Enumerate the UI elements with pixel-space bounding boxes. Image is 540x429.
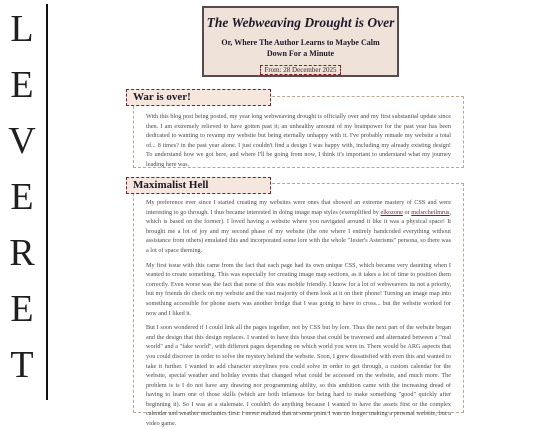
post-subtitle: Or, Where The Author Learns to Maybe Calm Down For a Minute xyxy=(221,38,380,58)
section-paragraph: But I soon wondered if I could link all the pages together, not by CSS but by lore. Thus the next part of the website began and the design that this design replaces. I wanted to have this house that could be traversed and alternated between a "real world" and a "fake world", with different pages depending on which world you were in. There would be ARG aspects that you could discover in order to solve the mystery behind the website. Soon, I grew dissatisfied with even this and wanted to take it further. I wanted to add character storylines you could solve in order to get through, a custom calendar for the website, special weather and holiday events that changed what could be accessed on the website, and much more. The problem is is I do not have any drawing nor programming ability, so this ambition came with the increasing dread of having to learn one of those skills (which are both infamous for being hard to make something "good" quickly after beginning it). So I was at a stalemate. I couldn't do anything because I wanted to have the assets first or the complex calendar and weather mechanics first. I never realized that at some point I was no longer making a personal website, but a video game. xyxy=(146,324,451,428)
section-heading: War is over! xyxy=(126,89,271,106)
title-letter: V xyxy=(8,120,36,162)
paragraph-text: , which is based on the former). I loved having a website where you navigated around it like it was a physical space! It brought me a lot of joy and my second phase of my website (the one where I entirely handcoded everything without assistance from others) emulated this and incorporated some lore with the whole "Jester's Asterisms" persona, so there was a lot of space theming. xyxy=(146,208,451,254)
vertical-title xyxy=(0,0,44,405)
title-letter: R xyxy=(9,232,35,274)
post-header-card xyxy=(202,6,399,77)
melsrcheilmrus-link[interactable]: melsrcheilmrus xyxy=(411,208,450,216)
section-paragraph: With this blog post being posted, my year long webweaving drought is officially over and my first substantial update since then. I am extremely relieved to have gotten past it; an unhealthy amount of my brainpower for the past year has been dedicated to wanting to revamp my website but being eternally unhappy with it. I've probably remade my website a total of... 8 times? in the past year alone. I just couldn't find a design I was happy with, including my already existing design! To understand how we got here, and where I'll be going from now, I think it's important to understand what my journey leading here was. xyxy=(146,113,451,168)
section-paragraph xyxy=(146,198,451,256)
section-war-is-over xyxy=(133,96,464,168)
title-letter: E xyxy=(10,176,34,218)
title-letter: E xyxy=(10,288,34,330)
post-title: The Webweaving Drought is Over xyxy=(206,15,395,30)
post-date: From: 28 December 2025 xyxy=(260,65,340,75)
section-maximalist-hell xyxy=(133,183,464,428)
title-letter: L xyxy=(10,8,34,50)
paragraph-text: My preference ever since I started creating my websites were ones that showed an extreme mastery of CSS and were interesting to go through. I thus became interested in doing image map styles (exemplified by xyxy=(146,199,451,216)
vertical-divider xyxy=(46,4,48,400)
title-letter: E xyxy=(10,64,34,106)
section-paragraph: My first issue with this came from the fact that each page had its own unique CSS, which became very daunting when I wanted to create something. This was especially for creating image map sections, as it takes a lot of time to position them correctly. Even worse was the fact that none of this was mobile friendly. I know for a lot of webweavers its not a priority, but my friends do check on my website and the vast majority of them look at it on their phone! Turning an image map into something accessible for phone users was another bridge that I was going to have to cross... but the website worked for now and I liked it. xyxy=(146,261,451,317)
elkozone-link[interactable]: elkozone xyxy=(380,208,403,216)
section-heading: Maximalist Hell xyxy=(126,177,271,194)
paragraph-text: or xyxy=(402,208,412,216)
title-letter: T xyxy=(10,344,34,386)
